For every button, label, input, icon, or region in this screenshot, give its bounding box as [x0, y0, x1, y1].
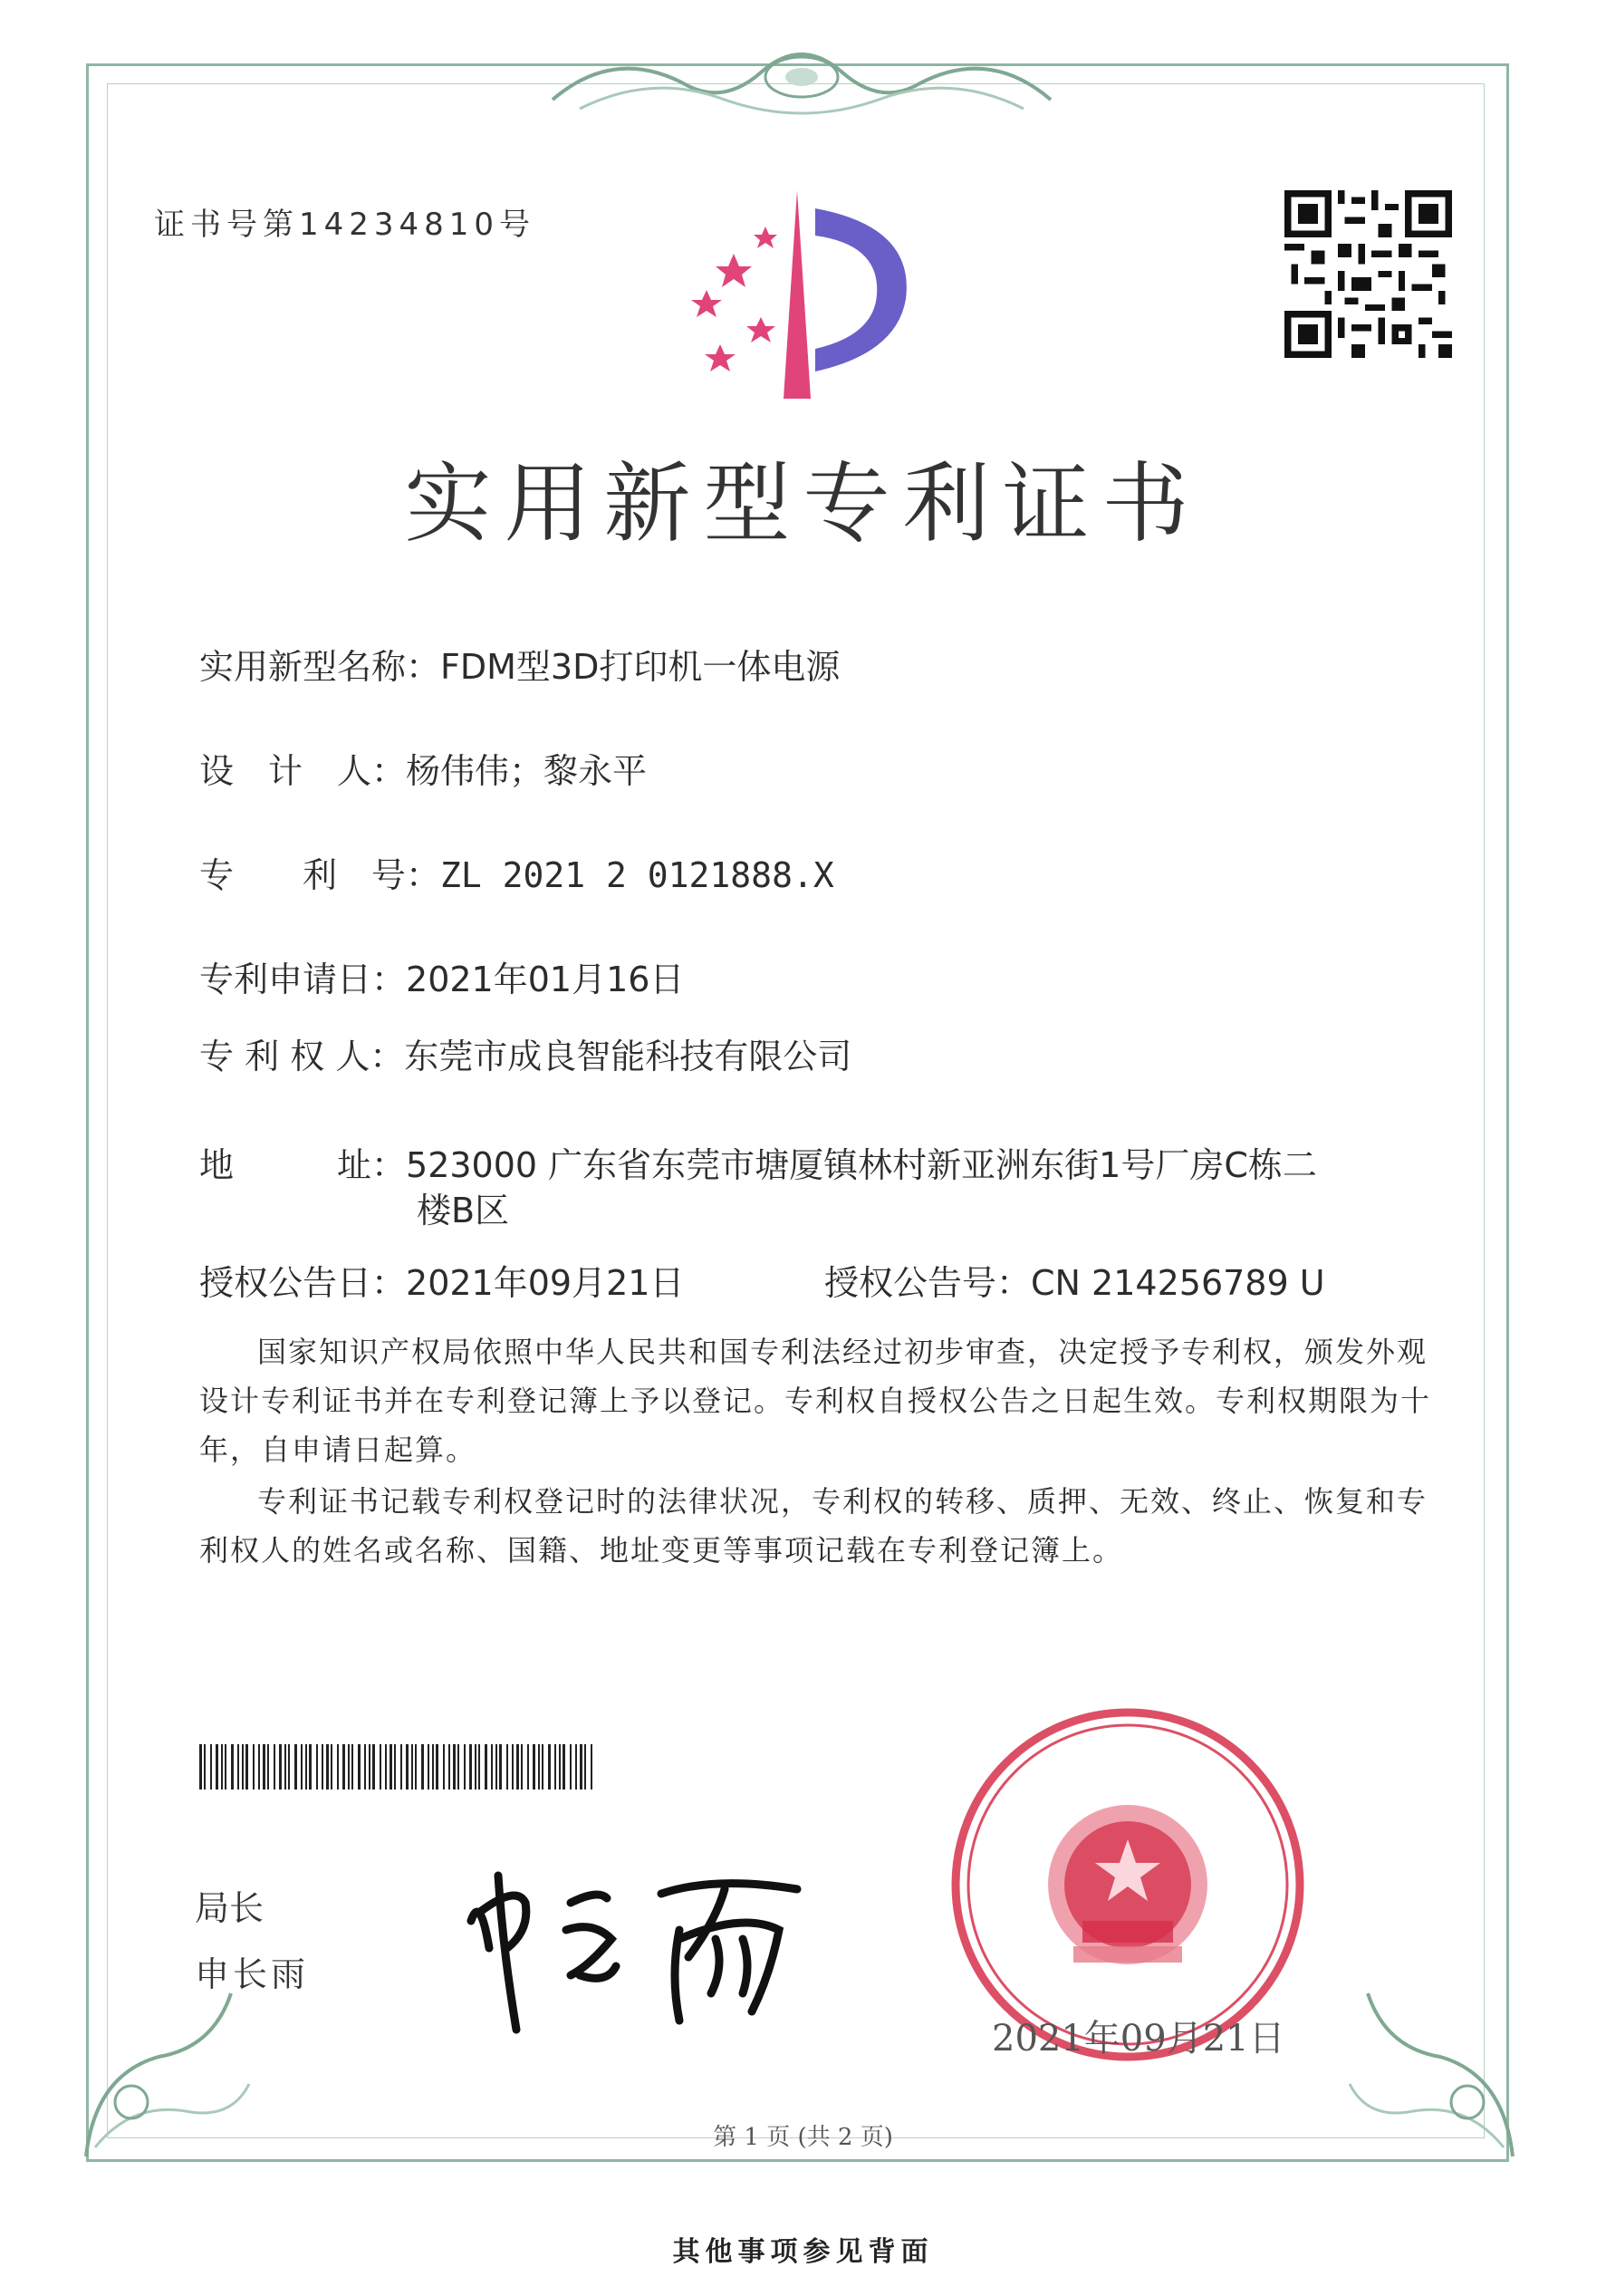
barcode-bar [554, 1744, 556, 1790]
statement-paragraph: 专利证书记载专利权登记时的法律状况，专利权的转移、质押、无效、终止、恢复和专利权人的姓名或名称、国籍、地址变更等事项记载在专利登记簿上。 [199, 1484, 1428, 1568]
field-value: CN 214256789 U [1031, 1263, 1325, 1303]
barcode-bar [199, 1744, 202, 1790]
barcode-bar [533, 1744, 535, 1790]
barcode-bar [475, 1744, 476, 1790]
barcode-bar [559, 1744, 561, 1790]
barcode-bar [301, 1744, 303, 1790]
field-value: 杨伟伟；黎永平 [406, 751, 648, 791]
barcode-bar [580, 1744, 582, 1790]
barcode-bar [415, 1744, 417, 1790]
barcode-bar [448, 1744, 450, 1790]
field-value: FDM型3D打印机一体电源 [440, 647, 841, 687]
barcode-bar [575, 1744, 577, 1790]
barcode-bar [406, 1744, 409, 1790]
barcode-bar [342, 1744, 345, 1790]
barcode-bar [322, 1744, 323, 1790]
barcode-bar [491, 1744, 493, 1790]
barcode-bar [364, 1744, 366, 1790]
certificate-title: 实用新型专利证书 [404, 453, 1202, 555]
barcode-bar [453, 1744, 456, 1790]
barcode-bar [421, 1744, 424, 1790]
barcode-bar [521, 1744, 523, 1790]
field-label: 设 计 人： [199, 751, 407, 791]
barcode-bar [316, 1744, 318, 1790]
field-label: 授权公告号： [824, 1263, 1032, 1303]
certificate-number: 证书号第14234810号 [154, 207, 536, 243]
barcode-bar [380, 1744, 381, 1790]
field-designer [199, 743, 647, 793]
barcode-bar [516, 1744, 519, 1790]
barcode-bar [309, 1744, 312, 1790]
barcode-bar [242, 1744, 244, 1790]
barcode [199, 1744, 598, 1790]
field-value: 2021年09月21日 [406, 1263, 685, 1303]
barcode-bar [469, 1744, 472, 1790]
barcode-bar [237, 1744, 239, 1790]
barcode-bar [348, 1744, 350, 1790]
barcode-bar [245, 1744, 248, 1790]
barcode-bar [337, 1744, 339, 1790]
field-value: ZL 2021 2 0121888.X [440, 855, 834, 895]
barcode-bar [443, 1744, 445, 1790]
barcode-bar [394, 1744, 396, 1790]
barcode-bar [584, 1744, 586, 1790]
field-patentee [199, 1028, 851, 1078]
barcode-bar [548, 1744, 551, 1790]
barcode-bar [506, 1744, 508, 1790]
barcode-bar [288, 1744, 290, 1790]
field-label: 专 利 权 人： [199, 1037, 405, 1076]
barcode-bar [385, 1744, 387, 1790]
field-label: 专 利 号： [199, 855, 441, 895]
barcode-bar [389, 1744, 392, 1790]
barcode-bar [457, 1744, 459, 1790]
director-name: 申长雨 [195, 1954, 310, 1994]
barcode-bar [400, 1744, 402, 1790]
barcode-bar [204, 1744, 206, 1790]
barcode-bar [432, 1744, 434, 1790]
barcode-bar [231, 1744, 234, 1790]
field-patent-number [199, 847, 834, 897]
field-grant-number [824, 1255, 1325, 1305]
barcode-bar [358, 1744, 361, 1790]
field-address [199, 1137, 1317, 1187]
barcode-bar [411, 1744, 413, 1790]
barcode-bar [485, 1744, 487, 1790]
field-label: 地 址： [199, 1145, 407, 1185]
barcode-bar [258, 1744, 260, 1790]
barcode-bar [253, 1744, 255, 1790]
field-utility-model-name [199, 639, 840, 689]
field-value: 东莞市成良智能科技有限公司 [404, 1037, 852, 1076]
barcode-bar [495, 1744, 497, 1790]
barcode-bar [331, 1744, 332, 1790]
page-indicator: 第 1 页 (共 2 页) [713, 2124, 893, 2151]
qr-code [1284, 190, 1452, 358]
barcode-bar [499, 1744, 502, 1790]
barcode-bar [478, 1744, 480, 1790]
field-address-continuation: 楼B区 [417, 1191, 510, 1230]
barcode-bar [428, 1744, 429, 1790]
field-grant-date [199, 1255, 684, 1305]
statement-paragraph: 国家知识产权局依照中华人民共和国专利法经过初步审查，决定授予专利权，颁发外观设计专利证书并在专利登记簿上予以登记。专利权自授权公告之日起生效。专利权期限为十年，自申请日起算。 [199, 1335, 1432, 1467]
barcode-bar [294, 1744, 297, 1790]
field-label: 授权公告日： [199, 1263, 407, 1303]
barcode-bar [464, 1744, 466, 1790]
barcode-bar [591, 1744, 592, 1790]
cnipa-logo-icon [679, 190, 933, 399]
field-label: 实用新型名称： [199, 647, 441, 687]
barcode-bar [284, 1744, 286, 1790]
barcode-bar [210, 1744, 212, 1790]
barcode-bar [570, 1744, 572, 1790]
barcode-bar [542, 1744, 543, 1790]
barcode-bar [216, 1744, 218, 1790]
barcode-bar [225, 1744, 226, 1790]
barcode-bar [221, 1744, 223, 1790]
barcode-bar [369, 1744, 370, 1790]
barcode-bar [274, 1744, 275, 1790]
footer-note: 其他事项参见背面 [672, 2236, 934, 2268]
director-title: 局长 [195, 1888, 264, 1928]
barcode-bar [305, 1744, 307, 1790]
barcode-bar [351, 1744, 353, 1790]
barcode-bar [263, 1744, 265, 1790]
barcode-bar [372, 1744, 375, 1790]
barcode-bar [538, 1744, 540, 1790]
barcode-bar [326, 1744, 329, 1790]
seal-date: 2021年09月21日 [992, 2018, 1285, 2060]
field-filing-date [199, 951, 684, 1001]
barcode-bar [512, 1744, 514, 1790]
field-value: 523000 广东省东莞市塘厦镇林村新亚洲东街1号厂房C栋二 [406, 1145, 1317, 1185]
barcode-bar [436, 1744, 438, 1790]
barcode-bar [279, 1744, 282, 1790]
field-value: 2021年01月16日 [406, 960, 685, 999]
barcode-bar [267, 1744, 269, 1790]
field-label: 专利申请日： [199, 960, 407, 999]
barcode-bar [527, 1744, 529, 1790]
barcode-bar [563, 1744, 565, 1790]
director-signature [453, 1839, 815, 2039]
top-ornament [543, 36, 1060, 136]
